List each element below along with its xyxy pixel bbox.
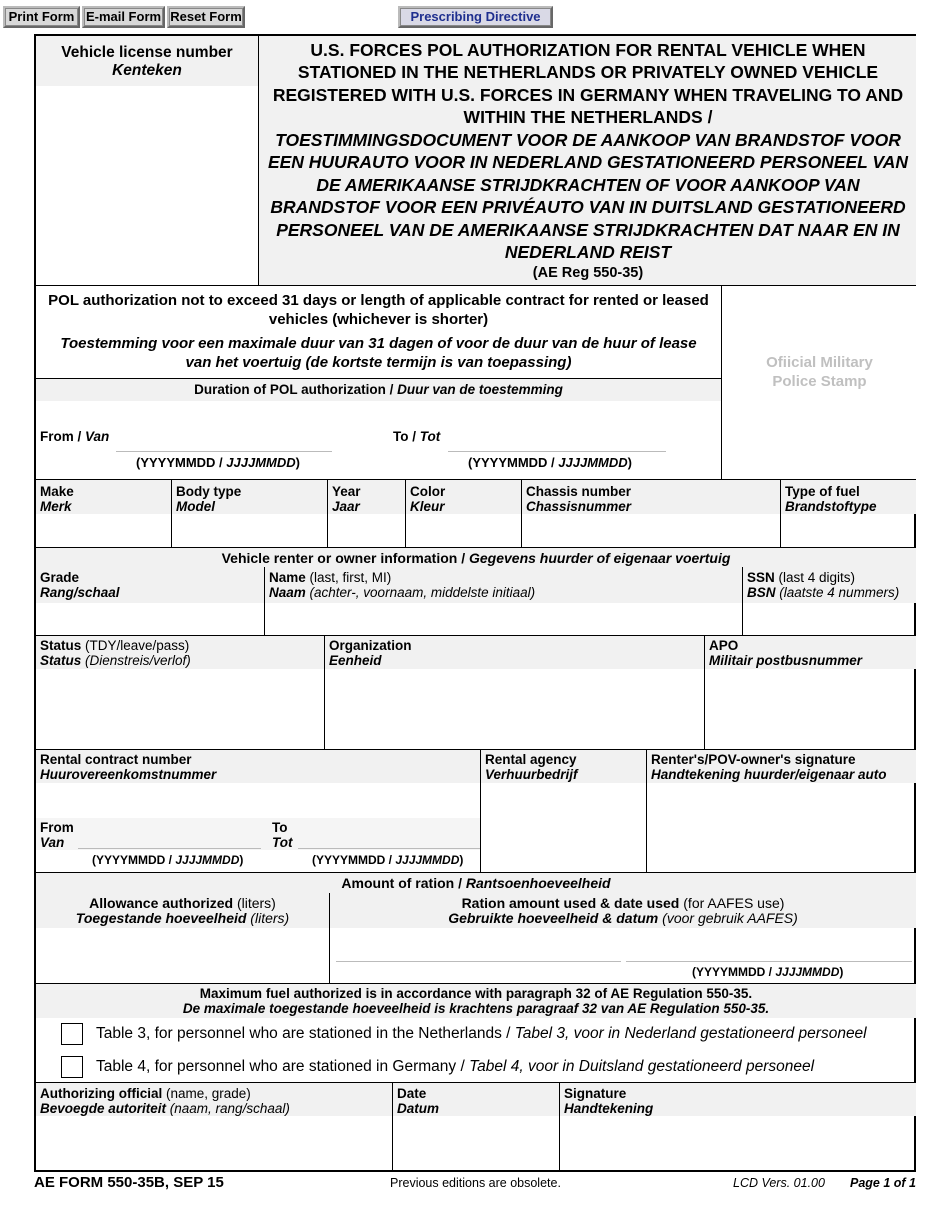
date-format-close: ): [627, 455, 632, 470]
name-nl-hint: (achter-, voornaam, middelste initiaal): [305, 585, 536, 600]
duration-to-field[interactable]: [448, 451, 666, 452]
status-nl-hint: (Dienstreis/verlof): [81, 653, 191, 668]
form-id: AE FORM 550-35B, SEP 15: [34, 1174, 224, 1191]
contract-number-field[interactable]: [36, 783, 480, 818]
renter-section-nl: Gegevens huurder of eigenaar voertuig: [468, 550, 731, 566]
contract-from-nl: Van: [40, 835, 65, 850]
rental-agency-field[interactable]: [481, 783, 646, 872]
make-en: Make: [40, 484, 74, 499]
body-type-field[interactable]: [172, 514, 327, 547]
duration-to-nl: Tot: [419, 429, 441, 444]
duration-en: Duration of POL authorization /: [194, 382, 398, 397]
stamp-placeholder: Ofiicial Military Police Stamp: [766, 354, 873, 390]
date-format-close: ): [839, 965, 844, 979]
fuel-type-en: Type of fuel: [785, 484, 860, 499]
ssn-en-hint: (last 4 digits): [774, 570, 856, 585]
organization-field[interactable]: [325, 669, 704, 749]
duration-from-nl: Van: [85, 429, 110, 444]
title-en: U.S. FORCES POL AUTHORIZATION FOR RENTAL VEHICLE WHEN STATIONED IN THE NETHERLANDS OR PRIVATELY OWNED VEHICLE REGISTERED WITH U.S. FORCES IN GERMANY WHEN TRAVELING TO AND WITHIN THE NETHERLANDS /: [272, 40, 904, 128]
apo-nl: Militair postbusnummer: [709, 653, 863, 668]
vehicle-license-field[interactable]: [36, 86, 258, 286]
duration-from-en: From /: [40, 429, 86, 444]
year-field[interactable]: [328, 514, 405, 547]
status-field[interactable]: [36, 669, 324, 749]
official-en: Authorizing official: [40, 1086, 163, 1101]
date-format-en: (YYYYMMDD /: [92, 853, 176, 867]
reset-form-button[interactable]: Reset Form: [167, 6, 245, 28]
agency-nl: Verhuurbedrijf: [485, 767, 578, 782]
pol-limit-block: [36, 286, 721, 379]
max-fuel-nl: De maximale toegestande hoeveelheid is krachtens paragraaf 32 van AE Regulation 550-35.: [182, 1001, 770, 1016]
organization-nl: Eenheid: [329, 653, 382, 668]
ration-section-en: Amount of ration /: [341, 875, 466, 891]
apo-en: APO: [709, 638, 739, 653]
vehicle-license-label: [36, 36, 258, 86]
ration-used-en-hint: (for AAFES use): [679, 895, 785, 911]
vehicle-license-nl: Kenteken: [112, 62, 182, 79]
duration-block: [36, 401, 721, 479]
contract-en: Rental contract number: [40, 752, 192, 767]
grade-nl: Rang/schaal: [40, 585, 120, 600]
bsn-nl-hint: (laatste 4 nummers): [775, 585, 900, 600]
status-en: Status: [40, 638, 82, 653]
page-number: Page 1 of 1: [850, 1176, 916, 1190]
ssn-en: SSN: [747, 570, 775, 585]
duration-nl: Duur van de toestemming: [397, 382, 563, 397]
auth-signature-nl: Handtekening: [564, 1101, 654, 1116]
organization-en: Organization: [329, 638, 412, 653]
auth-date-field[interactable]: [393, 1116, 559, 1172]
duration-to-en: To /: [393, 429, 420, 444]
date-format-nl: JJJJMMDD: [775, 965, 840, 979]
table3-en: Table 3, for personnel who are stationed in the Netherlands /: [96, 1025, 515, 1042]
contract-from-field[interactable]: [78, 848, 261, 849]
print-form-button[interactable]: Print Form: [3, 6, 80, 28]
table4-checkbox[interactable]: [61, 1056, 83, 1078]
date-format-nl: JJJJMMDD: [395, 853, 460, 867]
ration-amount-field[interactable]: [330, 928, 916, 960]
apo-field[interactable]: [705, 669, 916, 749]
make-field[interactable]: [36, 514, 171, 547]
auth-signature-en: Signature: [564, 1086, 627, 1101]
date-format-nl: JJJJMMDD: [558, 455, 628, 470]
renter-section-en: Vehicle renter or owner information /: [221, 550, 469, 566]
ration-used-nl: Gebruikte hoeveelheid & datum: [448, 910, 659, 926]
body-type-en: Body type: [176, 484, 242, 499]
make-nl: Merk: [40, 499, 72, 514]
prescribing-directive-button[interactable]: Prescribing Directive: [398, 6, 553, 28]
ration-section-nl: Rantsoenhoeveelheid: [465, 875, 611, 891]
year-en: Year: [332, 484, 361, 499]
date-format-close: ): [239, 853, 244, 867]
vehicle-header-row: [36, 480, 916, 514]
body-type-nl: Model: [176, 499, 215, 514]
status-en-hint: (TDY/leave/pass): [81, 638, 190, 653]
allowance-nl: Toegestande hoeveelheid: [75, 910, 247, 926]
ssn-field[interactable]: [743, 603, 916, 636]
name-en: Name: [269, 570, 306, 585]
grade-field[interactable]: [36, 603, 264, 636]
contract-nl: Huurovereenkomstnummer: [40, 767, 217, 782]
ration-used-en: Ration amount used & date used: [461, 895, 680, 911]
grade-en: Grade: [40, 570, 80, 585]
military-police-stamp-area: [721, 286, 916, 479]
contract-to-field[interactable]: [298, 848, 480, 849]
color-nl: Kleur: [410, 499, 445, 514]
contract-from-en: From: [40, 820, 74, 835]
table3-label: [96, 1025, 867, 1043]
name-field[interactable]: [265, 603, 742, 636]
chassis-en: Chassis number: [526, 484, 632, 499]
chassis-nl: Chassisnummer: [526, 499, 632, 514]
date-format-nl: JJJJMMDD: [175, 853, 240, 867]
pol-limit-en: POL authorization not to exceed 31 days or length of applicable contract for rented or leased vehicles (whichever is shorter): [48, 292, 709, 328]
ae-reg: (AE Reg 550-35): [532, 265, 644, 281]
renter-signature-field[interactable]: [647, 783, 916, 872]
year-nl: Jaar: [332, 499, 360, 514]
auth-date-nl: Datum: [397, 1101, 440, 1116]
duration-header: [36, 379, 721, 401]
obsolete-note: Previous editions are obsolete.: [390, 1176, 561, 1190]
color-field[interactable]: [406, 514, 521, 547]
email-form-button[interactable]: E-mail Form: [82, 6, 165, 28]
official-field[interactable]: [36, 1116, 392, 1172]
version-label: LCD Vers. 01.00: [733, 1176, 825, 1190]
table3-nl: Tabel 3, voor in Nederland gestationeerd personeel: [514, 1025, 867, 1042]
allowance-nl-hint: (liters): [246, 910, 290, 926]
date-format-en: (YYYYMMDD /: [312, 853, 396, 867]
table4-en: Table 4, for personnel who are stationed in Germany /: [96, 1058, 470, 1075]
renter-signature-nl: Handtekening huurder/eigenaar auto: [651, 767, 887, 782]
allowance-en-hint: (liters): [233, 895, 276, 911]
date-format-en: (YYYYMMDD /: [468, 455, 559, 470]
official-en-hint: (name, grade): [162, 1086, 251, 1101]
allowance-en: Allowance authorized: [89, 895, 234, 911]
status-nl: Status: [40, 653, 82, 668]
title-block: [258, 36, 916, 286]
ration-used-nl-hint: (voor gebruik AAFES): [658, 910, 798, 926]
table3-checkbox[interactable]: [61, 1023, 83, 1045]
date-format-nl: JJJJMMDD: [226, 455, 296, 470]
name-en-hint: (last, first, MI): [305, 570, 392, 585]
chassis-field[interactable]: [522, 514, 780, 547]
contract-to-nl: Tot: [272, 835, 293, 850]
date-format-close: ): [459, 853, 464, 867]
auth-signature-field[interactable]: [560, 1116, 916, 1172]
max-fuel-en: Maximum fuel authorized is in accordance with paragraph 32 of AE Regulation 550-35.: [199, 986, 753, 1001]
form-body: [34, 34, 916, 1172]
agency-en: Rental agency: [485, 752, 577, 767]
name-nl: Naam: [269, 585, 306, 600]
table4-label: [96, 1058, 814, 1076]
allowance-field[interactable]: [36, 928, 329, 983]
fuel-type-field[interactable]: [781, 514, 916, 547]
fuel-type-nl: Brandstoftype: [785, 499, 877, 514]
duration-from-field[interactable]: [116, 451, 332, 452]
bsn-nl: BSN: [747, 585, 776, 600]
ration-amount-line: [336, 961, 621, 962]
auth-date-en: Date: [397, 1086, 427, 1101]
vehicle-license-en: Vehicle license number: [61, 44, 233, 61]
official-nl-hint: (naam, rang/schaal): [166, 1101, 290, 1116]
contract-to-en: To: [272, 820, 288, 835]
pol-limit-nl: Toestemming voor een maximale duur van 31 dagen of voor de duur van de huur of lease van het voertuig (de kortste termijn is van toepassing): [60, 335, 697, 371]
date-format-close: ): [295, 455, 300, 470]
date-format-en: (YYYYMMDD /: [692, 965, 776, 979]
renter-signature-en: Renter's/POV-owner's signature: [651, 752, 856, 767]
title-nl: TOESTIMMINGSDOCUMENT VOOR DE AANKOOP VAN BRANDSTOF VOOR EEN HUURAUTO VOOR IN NEDERLAND GESTATIONEERD PERSONEEL VAN DE AMERIKAANSE STRIJDKRACHTEN OF VOOR AANKOOP VAN BRANDSTOF VOOR EEN PRIVÉAUTO VAN IN DUITSLAND GESTATIONEERD PERSONEEL VAN DE AMERIKAANSE STRIJDKRACHTEN DAT NAAR EN IN NEDERLAND REIST: [267, 130, 909, 263]
ration-date-field[interactable]: [626, 961, 912, 962]
date-format-en: (YYYYMMDD /: [136, 455, 227, 470]
contract-dates-row: [36, 818, 480, 850]
table4-nl: Tabel 4, voor in Duitsland gestationeerd personeel: [469, 1058, 815, 1075]
color-en: Color: [410, 484, 446, 499]
official-nl: Bevoegde autoriteit: [40, 1101, 167, 1116]
max-fuel-note: [36, 984, 916, 1018]
